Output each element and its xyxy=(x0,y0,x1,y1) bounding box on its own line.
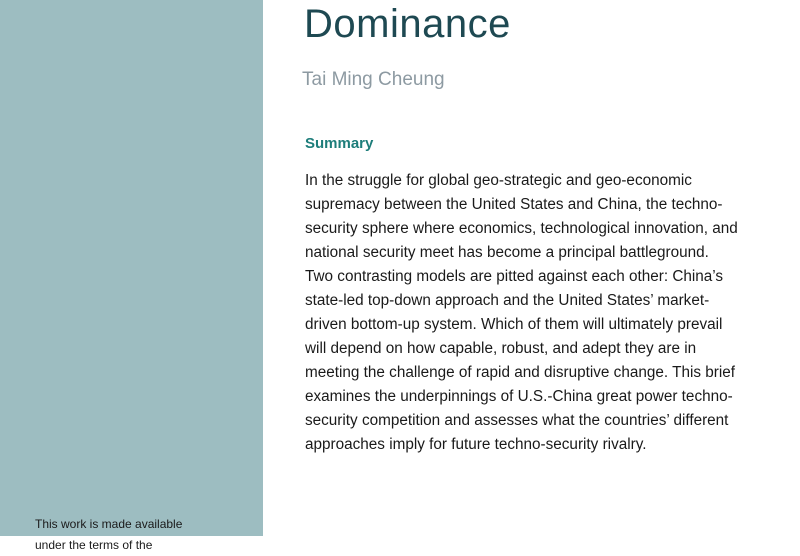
summary-line: meeting the challenge of rapid and disruptive change. This brief xyxy=(305,364,736,381)
summary-line: In the struggle for global geo-strategic and geo-economic xyxy=(305,172,692,189)
summary-line: driven bottom-up system. Which of them will ultimately prevail xyxy=(305,316,723,333)
license-note: This work is made available under the terms of the xyxy=(35,517,183,552)
main-content xyxy=(263,0,800,536)
summary-line: supremacy between the United States and China, the techno- xyxy=(305,196,723,213)
document-title: Dominance xyxy=(304,2,511,46)
summary-line: national security meet has become a principal battleground. xyxy=(305,244,709,261)
summary-heading: Summary xyxy=(305,135,374,152)
summary-line: will depend on how capable, robust, and adept they are in xyxy=(305,340,697,357)
summary-line: state-led top-down approach and the United States’ market- xyxy=(305,292,710,309)
summary-line: security sphere where economics, technological innovation, and xyxy=(305,220,738,237)
author-name: Tai Ming Cheung xyxy=(302,69,445,90)
summary-line: examines the underpinnings of U.S.-China great power techno- xyxy=(305,388,733,405)
summary-paragraph xyxy=(305,169,763,457)
sidebar-panel xyxy=(0,0,263,552)
summary-line: security competition and assesses what the countries’ different xyxy=(305,412,729,429)
summary-line: Two contrasting models are pitted against each other: China’s xyxy=(305,268,724,285)
summary-line: approaches imply for future techno-security rivalry. xyxy=(305,436,647,453)
